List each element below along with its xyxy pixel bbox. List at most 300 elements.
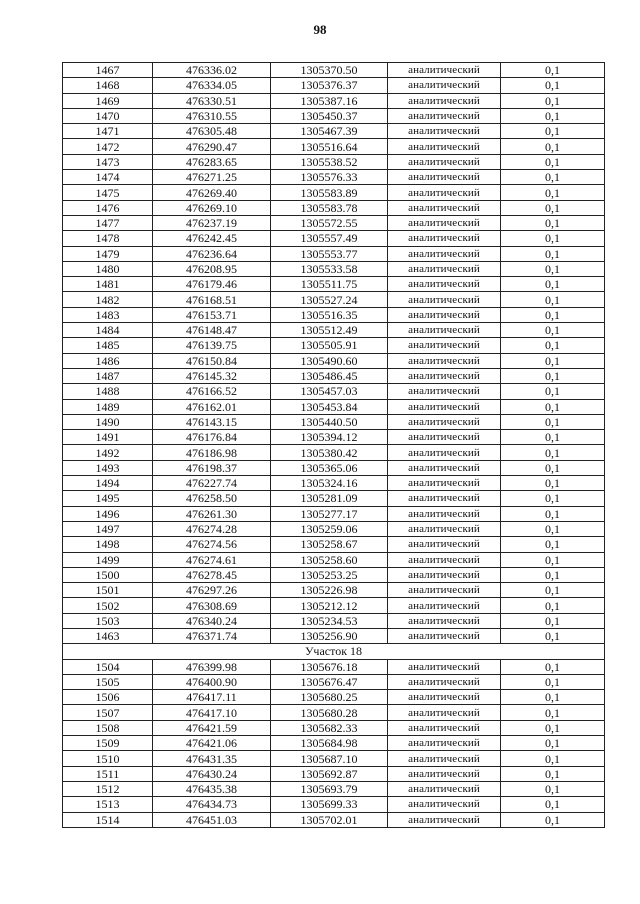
y-coordinate-cell: 1305699.33 <box>271 797 388 812</box>
y-coordinate-cell: 1305676.18 <box>271 659 388 674</box>
y-coordinate-cell: 1305576.33 <box>271 170 388 185</box>
method-cell: аналитический <box>388 720 501 735</box>
y-coordinate-cell: 1305680.25 <box>271 690 388 705</box>
accuracy-cell: 0,1 <box>501 292 605 307</box>
y-coordinate-cell: 1305450.37 <box>271 108 388 123</box>
method-cell: аналитический <box>388 215 501 230</box>
method-cell: аналитический <box>388 659 501 674</box>
y-coordinate-cell: 1305692.87 <box>271 766 388 781</box>
accuracy-cell: 0,1 <box>501 430 605 445</box>
x-coordinate-cell: 476143.15 <box>153 414 271 429</box>
coordinates-table <box>62 62 605 828</box>
point-number-cell: 1505 <box>63 674 153 689</box>
x-coordinate-cell: 476145.32 <box>153 368 271 383</box>
table-row <box>63 154 605 169</box>
method-cell: аналитический <box>388 613 501 628</box>
y-coordinate-cell: 1305256.90 <box>271 628 388 643</box>
accuracy-cell: 0,1 <box>501 659 605 674</box>
x-coordinate-cell: 476186.98 <box>153 445 271 460</box>
method-cell: аналитический <box>388 628 501 643</box>
table-row <box>63 613 605 628</box>
accuracy-cell: 0,1 <box>501 124 605 139</box>
table-row <box>63 628 605 643</box>
point-number-cell: 1491 <box>63 430 153 445</box>
accuracy-cell: 0,1 <box>501 323 605 338</box>
table-row <box>63 430 605 445</box>
y-coordinate-cell: 1305253.25 <box>271 567 388 582</box>
table-row <box>63 323 605 338</box>
x-coordinate-cell: 476236.64 <box>153 246 271 261</box>
method-cell: аналитический <box>388 781 501 796</box>
accuracy-cell: 0,1 <box>501 139 605 154</box>
y-coordinate-cell: 1305527.24 <box>271 292 388 307</box>
point-number-cell: 1506 <box>63 690 153 705</box>
point-number-cell: 1503 <box>63 613 153 628</box>
point-number-cell: 1474 <box>63 170 153 185</box>
point-number-cell: 1499 <box>63 552 153 567</box>
point-number-cell: 1507 <box>63 705 153 720</box>
method-cell: аналитический <box>388 674 501 689</box>
method-cell: аналитический <box>388 521 501 536</box>
x-coordinate-cell: 476417.10 <box>153 705 271 720</box>
accuracy-cell: 0,1 <box>501 185 605 200</box>
method-cell: аналитический <box>388 63 501 78</box>
table-row <box>63 78 605 93</box>
table-row <box>63 261 605 276</box>
accuracy-cell: 0,1 <box>501 93 605 108</box>
y-coordinate-cell: 1305511.75 <box>271 277 388 292</box>
point-number-cell: 1477 <box>63 215 153 230</box>
method-cell: аналитический <box>388 124 501 139</box>
y-coordinate-cell: 1305457.03 <box>271 384 388 399</box>
method-cell: аналитический <box>388 736 501 751</box>
y-coordinate-cell: 1305680.28 <box>271 705 388 720</box>
point-number-cell: 1492 <box>63 445 153 460</box>
x-coordinate-cell: 476434.73 <box>153 797 271 812</box>
point-number-cell: 1493 <box>63 460 153 475</box>
method-cell: аналитический <box>388 690 501 705</box>
point-number-cell: 1463 <box>63 628 153 643</box>
point-number-cell: 1469 <box>63 93 153 108</box>
method-cell: аналитический <box>388 384 501 399</box>
x-coordinate-cell: 476198.37 <box>153 460 271 475</box>
table-row <box>63 537 605 552</box>
method-cell: аналитический <box>388 598 501 613</box>
table-row <box>63 124 605 139</box>
y-coordinate-cell: 1305259.06 <box>271 521 388 536</box>
method-cell: аналитический <box>388 307 501 322</box>
y-coordinate-cell: 1305440.50 <box>271 414 388 429</box>
table-row <box>63 552 605 567</box>
y-coordinate-cell: 1305516.64 <box>271 139 388 154</box>
table-row <box>63 521 605 536</box>
method-cell: аналитический <box>388 552 501 567</box>
x-coordinate-cell: 476400.90 <box>153 674 271 689</box>
x-coordinate-cell: 476305.48 <box>153 124 271 139</box>
y-coordinate-cell: 1305583.89 <box>271 185 388 200</box>
accuracy-cell: 0,1 <box>501 537 605 552</box>
x-coordinate-cell: 476261.30 <box>153 506 271 521</box>
x-coordinate-cell: 476162.01 <box>153 399 271 414</box>
point-number-cell: 1483 <box>63 307 153 322</box>
table-row <box>63 139 605 154</box>
point-number-cell: 1513 <box>63 797 153 812</box>
y-coordinate-cell: 1305538.52 <box>271 154 388 169</box>
x-coordinate-cell: 476166.52 <box>153 384 271 399</box>
x-coordinate-cell: 476168.51 <box>153 292 271 307</box>
accuracy-cell: 0,1 <box>501 215 605 230</box>
y-coordinate-cell: 1305387.16 <box>271 93 388 108</box>
x-coordinate-cell: 476297.26 <box>153 583 271 598</box>
accuracy-cell: 0,1 <box>501 414 605 429</box>
point-number-cell: 1486 <box>63 353 153 368</box>
table-row <box>63 384 605 399</box>
point-number-cell: 1501 <box>63 583 153 598</box>
accuracy-cell: 0,1 <box>501 751 605 766</box>
table-row <box>63 445 605 460</box>
method-cell: аналитический <box>388 323 501 338</box>
table-row <box>63 491 605 506</box>
x-coordinate-cell: 476242.45 <box>153 231 271 246</box>
accuracy-cell: 0,1 <box>501 108 605 123</box>
point-number-cell: 1504 <box>63 659 153 674</box>
method-cell: аналитический <box>388 445 501 460</box>
method-cell: аналитический <box>388 567 501 582</box>
table-row <box>63 108 605 123</box>
method-cell: аналитический <box>388 766 501 781</box>
section-header-row <box>63 644 605 659</box>
x-coordinate-cell: 476176.84 <box>153 430 271 445</box>
table-row <box>63 720 605 735</box>
method-cell: аналитический <box>388 430 501 445</box>
y-coordinate-cell: 1305533.58 <box>271 261 388 276</box>
point-number-cell: 1479 <box>63 246 153 261</box>
x-coordinate-cell: 476274.56 <box>153 537 271 552</box>
point-number-cell: 1509 <box>63 736 153 751</box>
method-cell: аналитический <box>388 506 501 521</box>
y-coordinate-cell: 1305370.50 <box>271 63 388 78</box>
x-coordinate-cell: 476150.84 <box>153 353 271 368</box>
point-number-cell: 1512 <box>63 781 153 796</box>
point-number-cell: 1481 <box>63 277 153 292</box>
y-coordinate-cell: 1305376.37 <box>271 78 388 93</box>
accuracy-cell: 0,1 <box>501 583 605 598</box>
table-row <box>63 63 605 78</box>
y-coordinate-cell: 1305226.98 <box>271 583 388 598</box>
y-coordinate-cell: 1305490.60 <box>271 353 388 368</box>
method-cell: аналитический <box>388 705 501 720</box>
y-coordinate-cell: 1305365.06 <box>271 460 388 475</box>
table-row <box>63 751 605 766</box>
method-cell: аналитический <box>388 185 501 200</box>
point-number-cell: 1476 <box>63 200 153 215</box>
point-number-cell: 1494 <box>63 476 153 491</box>
method-cell: аналитический <box>388 797 501 812</box>
x-coordinate-cell: 476237.19 <box>153 215 271 230</box>
method-cell: аналитический <box>388 460 501 475</box>
point-number-cell: 1500 <box>63 567 153 582</box>
accuracy-cell: 0,1 <box>501 63 605 78</box>
x-coordinate-cell: 476179.46 <box>153 277 271 292</box>
accuracy-cell: 0,1 <box>501 766 605 781</box>
y-coordinate-cell: 1305453.84 <box>271 399 388 414</box>
x-coordinate-cell: 476417.11 <box>153 690 271 705</box>
y-coordinate-cell: 1305557.49 <box>271 231 388 246</box>
table-row <box>63 185 605 200</box>
x-coordinate-cell: 476371.74 <box>153 628 271 643</box>
point-number-cell: 1495 <box>63 491 153 506</box>
point-number-cell: 1470 <box>63 108 153 123</box>
accuracy-cell: 0,1 <box>501 246 605 261</box>
table-row <box>63 93 605 108</box>
point-number-cell: 1498 <box>63 537 153 552</box>
point-number-cell: 1473 <box>63 154 153 169</box>
x-coordinate-cell: 476153.71 <box>153 307 271 322</box>
y-coordinate-cell: 1305505.91 <box>271 338 388 353</box>
accuracy-cell: 0,1 <box>501 338 605 353</box>
table-row <box>63 353 605 368</box>
accuracy-cell: 0,1 <box>501 506 605 521</box>
point-number-cell: 1471 <box>63 124 153 139</box>
table-row <box>63 414 605 429</box>
y-coordinate-cell: 1305682.33 <box>271 720 388 735</box>
method-cell: аналитический <box>388 353 501 368</box>
accuracy-cell: 0,1 <box>501 445 605 460</box>
table-row <box>63 736 605 751</box>
accuracy-cell: 0,1 <box>501 797 605 812</box>
table-row <box>63 674 605 689</box>
table-row <box>63 307 605 322</box>
x-coordinate-cell: 476435.38 <box>153 781 271 796</box>
table-row <box>63 215 605 230</box>
table-row <box>63 200 605 215</box>
accuracy-cell: 0,1 <box>501 200 605 215</box>
table-row <box>63 659 605 674</box>
y-coordinate-cell: 1305394.12 <box>271 430 388 445</box>
x-coordinate-cell: 476269.40 <box>153 185 271 200</box>
table-row <box>63 766 605 781</box>
method-cell: аналитический <box>388 277 501 292</box>
table-row <box>63 812 605 827</box>
x-coordinate-cell: 476421.59 <box>153 720 271 735</box>
x-coordinate-cell: 476334.05 <box>153 78 271 93</box>
x-coordinate-cell: 476308.69 <box>153 598 271 613</box>
accuracy-cell: 0,1 <box>501 736 605 751</box>
x-coordinate-cell: 476290.47 <box>153 139 271 154</box>
y-coordinate-cell: 1305684.98 <box>271 736 388 751</box>
coordinates-table-container <box>62 62 605 828</box>
x-coordinate-cell: 476208.95 <box>153 261 271 276</box>
accuracy-cell: 0,1 <box>501 384 605 399</box>
point-number-cell: 1511 <box>63 766 153 781</box>
accuracy-cell: 0,1 <box>501 491 605 506</box>
y-coordinate-cell: 1305467.39 <box>271 124 388 139</box>
method-cell: аналитический <box>388 751 501 766</box>
method-cell: аналитический <box>388 261 501 276</box>
table-row <box>63 797 605 812</box>
table-row <box>63 338 605 353</box>
x-coordinate-cell: 476330.51 <box>153 93 271 108</box>
table-row <box>63 399 605 414</box>
x-coordinate-cell: 476271.25 <box>153 170 271 185</box>
accuracy-cell: 0,1 <box>501 170 605 185</box>
table-row <box>63 277 605 292</box>
point-number-cell: 1502 <box>63 598 153 613</box>
x-coordinate-cell: 476340.24 <box>153 613 271 628</box>
accuracy-cell: 0,1 <box>501 598 605 613</box>
method-cell: аналитический <box>388 812 501 827</box>
x-coordinate-cell: 476274.28 <box>153 521 271 536</box>
page-number: 98 <box>313 22 327 37</box>
point-number-cell: 1490 <box>63 414 153 429</box>
table-row <box>63 476 605 491</box>
point-number-cell: 1510 <box>63 751 153 766</box>
point-number-cell: 1468 <box>63 78 153 93</box>
accuracy-cell: 0,1 <box>501 353 605 368</box>
x-coordinate-cell: 476431.35 <box>153 751 271 766</box>
accuracy-cell: 0,1 <box>501 231 605 246</box>
accuracy-cell: 0,1 <box>501 399 605 414</box>
y-coordinate-cell: 1305687.10 <box>271 751 388 766</box>
table-row <box>63 460 605 475</box>
accuracy-cell: 0,1 <box>501 460 605 475</box>
method-cell: аналитический <box>388 368 501 383</box>
x-coordinate-cell: 476139.75 <box>153 338 271 353</box>
accuracy-cell: 0,1 <box>501 720 605 735</box>
table-row <box>63 690 605 705</box>
accuracy-cell: 0,1 <box>501 307 605 322</box>
accuracy-cell: 0,1 <box>501 781 605 796</box>
accuracy-cell: 0,1 <box>501 154 605 169</box>
method-cell: аналитический <box>388 154 501 169</box>
point-number-cell: 1487 <box>63 368 153 383</box>
section-title: Участок 18 <box>63 644 605 659</box>
accuracy-cell: 0,1 <box>501 261 605 276</box>
y-coordinate-cell: 1305258.67 <box>271 537 388 552</box>
x-coordinate-cell: 476399.98 <box>153 659 271 674</box>
point-number-cell: 1488 <box>63 384 153 399</box>
accuracy-cell: 0,1 <box>501 812 605 827</box>
y-coordinate-cell: 1305281.09 <box>271 491 388 506</box>
point-number-cell: 1482 <box>63 292 153 307</box>
coordinates-table-body <box>63 63 605 828</box>
table-row <box>63 170 605 185</box>
y-coordinate-cell: 1305234.53 <box>271 613 388 628</box>
method-cell: аналитический <box>388 583 501 598</box>
y-coordinate-cell: 1305583.78 <box>271 200 388 215</box>
table-row <box>63 368 605 383</box>
accuracy-cell: 0,1 <box>501 476 605 491</box>
method-cell: аналитический <box>388 170 501 185</box>
accuracy-cell: 0,1 <box>501 567 605 582</box>
y-coordinate-cell: 1305324.16 <box>271 476 388 491</box>
point-number-cell: 1514 <box>63 812 153 827</box>
method-cell: аналитический <box>388 399 501 414</box>
point-number-cell: 1508 <box>63 720 153 735</box>
method-cell: аналитический <box>388 476 501 491</box>
method-cell: аналитический <box>388 231 501 246</box>
y-coordinate-cell: 1305516.35 <box>271 307 388 322</box>
table-row <box>63 567 605 582</box>
x-coordinate-cell: 476430.24 <box>153 766 271 781</box>
x-coordinate-cell: 476421.06 <box>153 736 271 751</box>
x-coordinate-cell: 476274.61 <box>153 552 271 567</box>
accuracy-cell: 0,1 <box>501 521 605 536</box>
y-coordinate-cell: 1305512.49 <box>271 323 388 338</box>
x-coordinate-cell: 476148.47 <box>153 323 271 338</box>
x-coordinate-cell: 476269.10 <box>153 200 271 215</box>
point-number-cell: 1467 <box>63 63 153 78</box>
method-cell: аналитический <box>388 200 501 215</box>
x-coordinate-cell: 476283.65 <box>153 154 271 169</box>
x-coordinate-cell: 476278.45 <box>153 567 271 582</box>
point-number-cell: 1484 <box>63 323 153 338</box>
x-coordinate-cell: 476227.74 <box>153 476 271 491</box>
point-number-cell: 1489 <box>63 399 153 414</box>
point-number-cell: 1478 <box>63 231 153 246</box>
y-coordinate-cell: 1305693.79 <box>271 781 388 796</box>
y-coordinate-cell: 1305702.01 <box>271 812 388 827</box>
accuracy-cell: 0,1 <box>501 368 605 383</box>
point-number-cell: 1497 <box>63 521 153 536</box>
y-coordinate-cell: 1305258.60 <box>271 552 388 567</box>
method-cell: аналитический <box>388 78 501 93</box>
table-row <box>63 231 605 246</box>
x-coordinate-cell: 476451.03 <box>153 812 271 827</box>
method-cell: аналитический <box>388 246 501 261</box>
table-row <box>63 781 605 796</box>
method-cell: аналитический <box>388 108 501 123</box>
point-number-cell: 1496 <box>63 506 153 521</box>
method-cell: аналитический <box>388 139 501 154</box>
table-row <box>63 292 605 307</box>
method-cell: аналитический <box>388 414 501 429</box>
method-cell: аналитический <box>388 93 501 108</box>
method-cell: аналитический <box>388 491 501 506</box>
point-number-cell: 1472 <box>63 139 153 154</box>
y-coordinate-cell: 1305676.47 <box>271 674 388 689</box>
point-number-cell: 1485 <box>63 338 153 353</box>
y-coordinate-cell: 1305212.12 <box>271 598 388 613</box>
y-coordinate-cell: 1305553.77 <box>271 246 388 261</box>
accuracy-cell: 0,1 <box>501 613 605 628</box>
table-row <box>63 705 605 720</box>
method-cell: аналитический <box>388 338 501 353</box>
y-coordinate-cell: 1305380.42 <box>271 445 388 460</box>
table-row <box>63 246 605 261</box>
point-number-cell: 1475 <box>63 185 153 200</box>
accuracy-cell: 0,1 <box>501 277 605 292</box>
table-row <box>63 598 605 613</box>
table-row <box>63 506 605 521</box>
y-coordinate-cell: 1305277.17 <box>271 506 388 521</box>
accuracy-cell: 0,1 <box>501 78 605 93</box>
y-coordinate-cell: 1305572.55 <box>271 215 388 230</box>
accuracy-cell: 0,1 <box>501 628 605 643</box>
method-cell: аналитический <box>388 537 501 552</box>
accuracy-cell: 0,1 <box>501 674 605 689</box>
accuracy-cell: 0,1 <box>501 552 605 567</box>
method-cell: аналитический <box>388 292 501 307</box>
point-number-cell: 1480 <box>63 261 153 276</box>
x-coordinate-cell: 476336.02 <box>153 63 271 78</box>
x-coordinate-cell: 476258.50 <box>153 491 271 506</box>
x-coordinate-cell: 476310.55 <box>153 108 271 123</box>
accuracy-cell: 0,1 <box>501 705 605 720</box>
table-row <box>63 583 605 598</box>
y-coordinate-cell: 1305486.45 <box>271 368 388 383</box>
accuracy-cell: 0,1 <box>501 690 605 705</box>
